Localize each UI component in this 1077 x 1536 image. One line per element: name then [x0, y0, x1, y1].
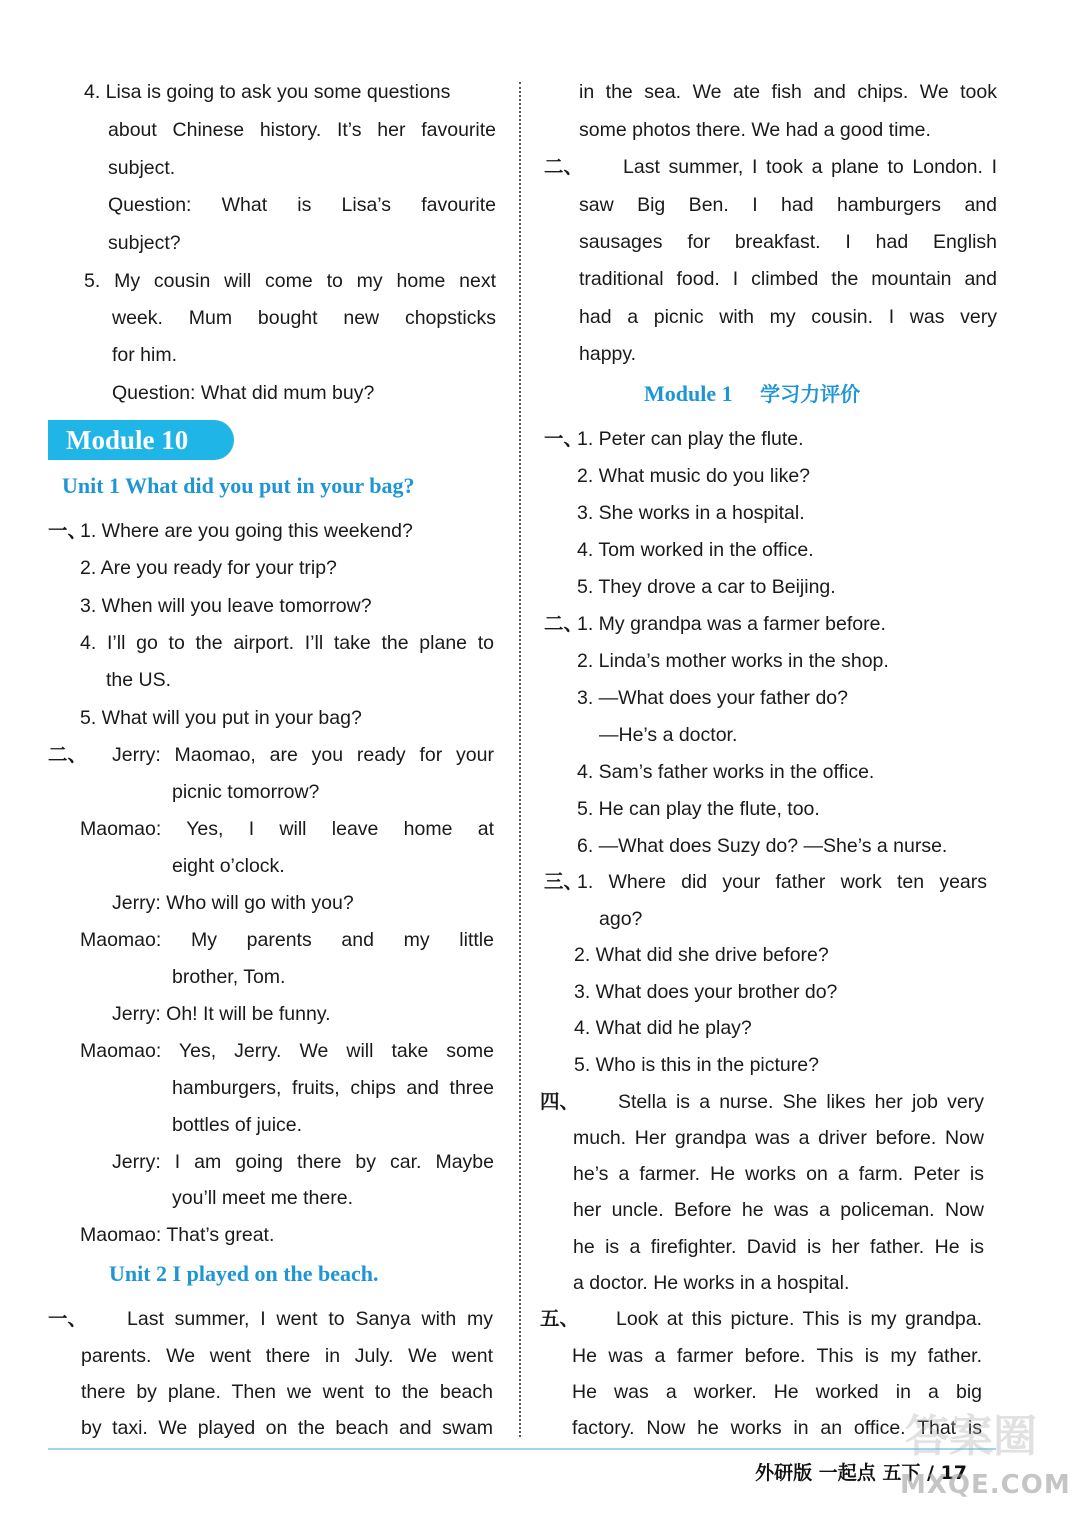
- watermark-badge: 答案圈: [905, 1411, 1037, 1462]
- text-line: —He’s a doctor.: [599, 724, 738, 746]
- text-line: her uncle. Before he was a policeman. Now: [573, 1199, 984, 1221]
- text-line: Last summer, I took a plane to London. I: [623, 156, 997, 178]
- text-line: 2. What music do you like?: [577, 465, 811, 487]
- text-line: 4. Tom worked in the office.: [577, 539, 814, 561]
- section-marker: 一、: [544, 427, 584, 450]
- text-line: He was a farmer before. This is my father.: [572, 1345, 982, 1367]
- text-line: 4. Lisa is going to ask you some questions: [84, 81, 451, 103]
- page-footer: 外研版 一起点 五下 / 17: [755, 1462, 967, 1484]
- text-line: Look at this picture. This is my grandpa.: [616, 1308, 982, 1330]
- text-line: 1. My grandpa was a farmer before.: [577, 613, 886, 635]
- dialogue-line: brother, Tom.: [172, 966, 286, 988]
- text-line: He was a worker. He worked in a big: [572, 1381, 982, 1403]
- text-line: 3. —What does your father do?: [577, 687, 848, 709]
- text-line: in the sea. We ate fish and chips. We took: [579, 81, 997, 103]
- text-line: 5. He can play the flute, too.: [577, 798, 820, 820]
- text-line: parents. We went there in July. We went: [81, 1345, 493, 1367]
- module-banner: [48, 420, 234, 460]
- unit-title: Unit 2 I played on the beach.: [109, 1261, 379, 1286]
- text-line: about Chinese history. It’s her favourite: [108, 119, 496, 141]
- dialogue-line: hamburgers, fruits, chips and three: [172, 1077, 494, 1099]
- evaluation-title: [644, 380, 860, 408]
- text-line: 5. My cousin will come to my home next: [84, 270, 496, 292]
- section-marker: 三、: [544, 870, 584, 893]
- text-line: 2. Linda’s mother works in the shop.: [577, 650, 889, 672]
- text-line: 4. Sam’s father works in the office.: [577, 761, 875, 783]
- text-line: by taxi. We played on the beach and swam: [81, 1417, 493, 1439]
- text-line: Stella is a nurse. She likes her job very: [618, 1091, 984, 1113]
- text-line: 6. —What does Suzy do? —She’s a nurse.: [577, 835, 948, 857]
- dialogue-line: Maomao: My parents and my little: [80, 929, 494, 951]
- evaluation-label: 学习力评价: [760, 382, 861, 406]
- dialogue-line: picnic tomorrow?: [172, 781, 320, 803]
- text-line: for him.: [112, 344, 178, 366]
- text-line: he is a firefighter. David is her father. He is: [573, 1236, 984, 1258]
- text-line: 4. I’ll go to the airport. I’ll take the plane to: [80, 632, 494, 654]
- evaluation-module: Module 1: [644, 381, 733, 406]
- text-line: there by plane. Then we went to the beach: [81, 1381, 493, 1403]
- text-line: factory. Now he works in an office. That is: [572, 1417, 982, 1439]
- dialogue-line: eight o’clock.: [172, 855, 285, 877]
- dialogue-line: Jerry: I am going there by car. Maybe: [112, 1151, 494, 1173]
- text-line: week. Mum bought new chopsticks: [112, 307, 496, 329]
- dialogue-line: Maomao: Yes, I will leave home at: [80, 818, 494, 840]
- text-line: 2. Are you ready for your trip?: [80, 557, 337, 579]
- text-line: much. Her grandpa was a driver before. Now: [573, 1127, 984, 1149]
- text-line: 1. Where are you going this weekend?: [80, 520, 413, 542]
- section-marker: 五、: [540, 1307, 580, 1330]
- text-line: had a picnic with my cousin. I was very: [579, 306, 997, 328]
- text-line: subject.: [108, 157, 176, 179]
- text-line: a doctor. He works in a hospital.: [573, 1272, 850, 1294]
- section-marker: 二、: [48, 743, 88, 766]
- module-banner-label: Module 10: [66, 425, 189, 455]
- dialogue-line: Maomao: Yes, Jerry. We will take some: [80, 1040, 494, 1062]
- text-line: 1. Where did your father work ten years: [577, 871, 987, 893]
- text-line: 5. They drove a car to Beijing.: [577, 576, 836, 598]
- text-line: some photos there. We had a good time.: [579, 119, 931, 141]
- section-marker: 一、: [48, 519, 88, 542]
- text-line: 3. What does your brother do?: [574, 981, 838, 1003]
- dialogue-line: Jerry: Oh! It will be funny.: [112, 1003, 331, 1025]
- unit-title: Unit 1 What did you put in your bag?: [62, 473, 415, 498]
- text-line: happy.: [579, 343, 637, 365]
- text-line: 2. What did she drive before?: [574, 944, 829, 966]
- watermark: MXQE.COM: [900, 1470, 1071, 1500]
- text-line: the US.: [106, 669, 172, 691]
- text-line: 4. What did he play?: [574, 1017, 752, 1039]
- text-line: 1. Peter can play the flute.: [577, 428, 804, 450]
- text-line: ago?: [599, 908, 643, 930]
- text-line: he’s a farmer. He works on a farm. Peter is: [573, 1163, 984, 1185]
- section-marker: 一、: [48, 1307, 88, 1330]
- text-line: 5. What will you put in your bag?: [80, 707, 362, 729]
- dialogue-line: Jerry: Who will go with you?: [112, 892, 354, 914]
- dialogue-line: bottles of juice.: [172, 1114, 303, 1136]
- dialogue-line: Maomao: That’s great.: [80, 1224, 275, 1246]
- dialogue-line: you’ll meet me there.: [172, 1187, 353, 1209]
- text-line: 3. When will you leave tomorrow?: [80, 595, 372, 617]
- text-line: Question: What is Lisa’s favourite: [108, 194, 496, 216]
- text-line: 5. Who is this in the picture?: [574, 1054, 819, 1076]
- text-line: sausages for breakfast. I had English: [579, 231, 997, 253]
- text-line: traditional food. I climbed the mountain and: [579, 268, 997, 290]
- section-marker: 二、: [544, 155, 584, 178]
- section-marker: 四、: [540, 1090, 580, 1113]
- text-line: 3. She works in a hospital.: [577, 502, 805, 524]
- column-divider: [519, 82, 521, 1437]
- text-line: Last summer, I went to Sanya with my: [127, 1308, 493, 1330]
- section-marker: 二、: [544, 612, 584, 635]
- dialogue-line: Jerry: Maomao, are you ready for your: [112, 744, 494, 766]
- text-line: Question: What did mum buy?: [112, 382, 375, 404]
- text-line: saw Big Ben. I had hamburgers and: [579, 194, 997, 216]
- text-line: subject?: [108, 232, 181, 254]
- footer-rule: [48, 1448, 996, 1450]
